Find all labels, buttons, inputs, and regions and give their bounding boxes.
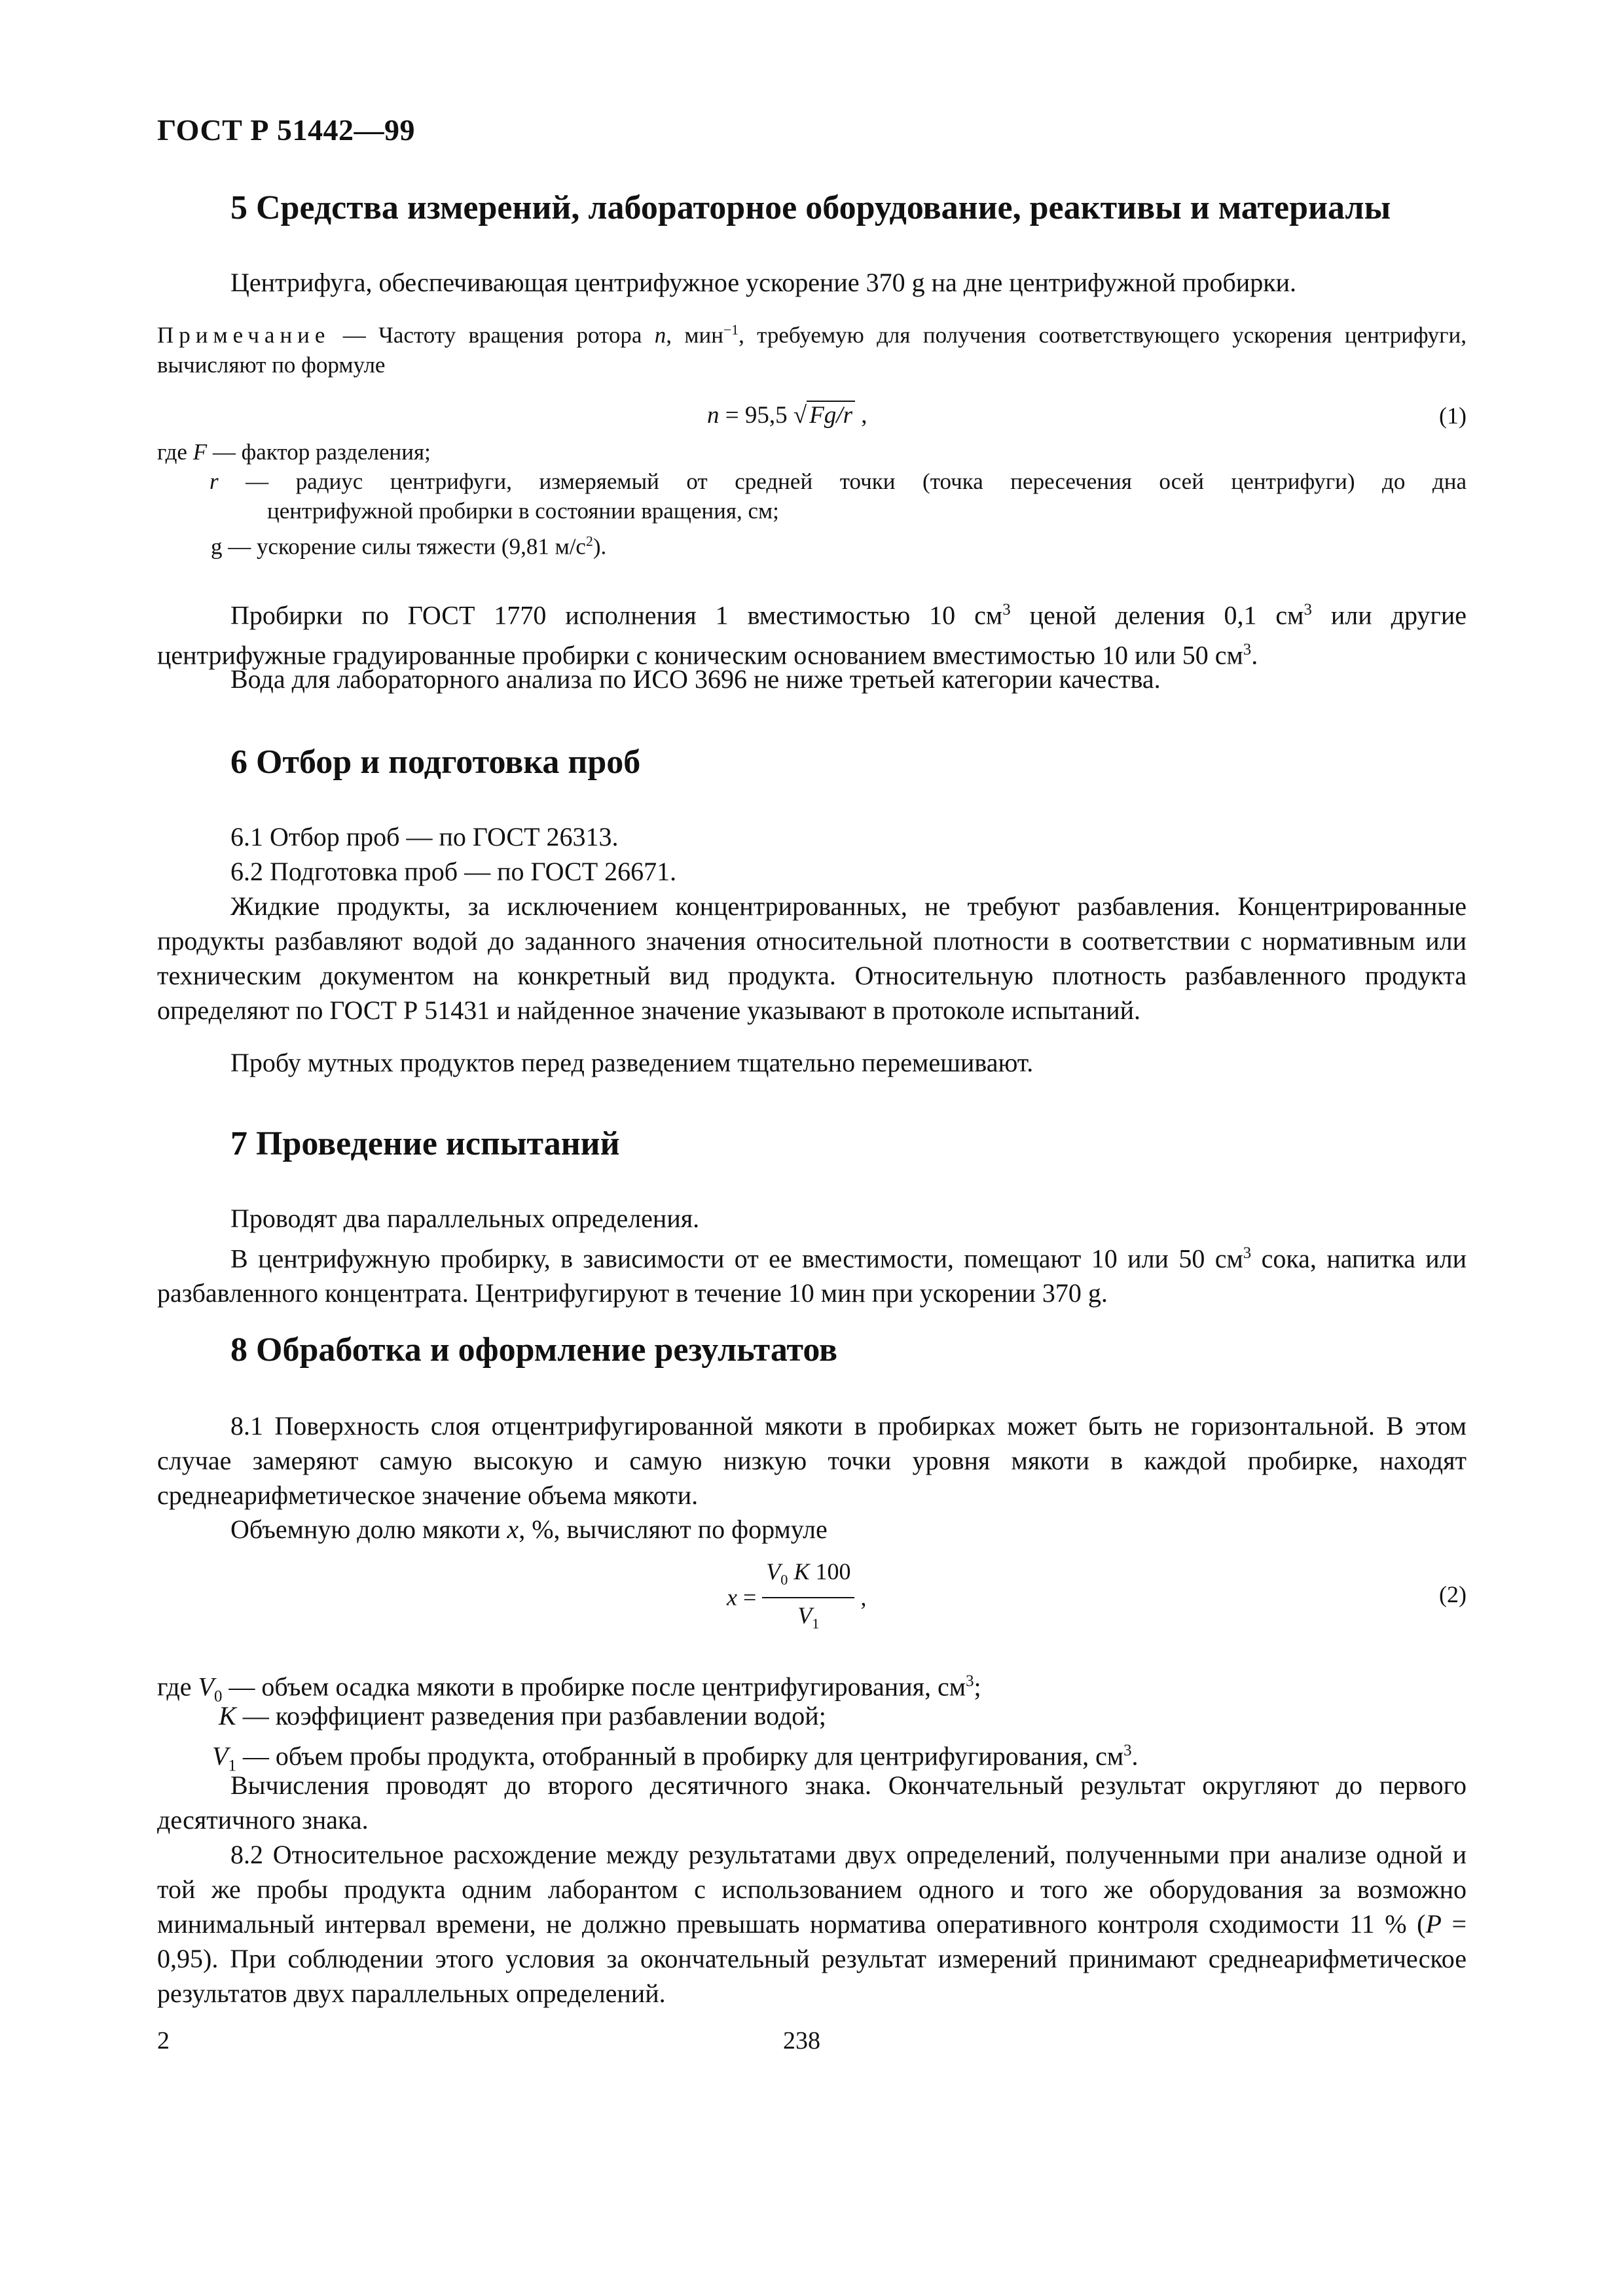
s8-var-P: P xyxy=(1425,1909,1442,1939)
where-r-text: — радиус центрифуги, измеряемый от средней точки (точка пересечения осей центрифуги) до дна xyxy=(218,469,1467,494)
s8-paragraph-2 xyxy=(157,1512,1467,1547)
symbol-r: r xyxy=(210,469,219,494)
s5-paragraph-water: Вода для лабораторного анализа по ИСО 3696 не ниже третьей категории качества. xyxy=(230,664,1161,694)
eq2-100: 100 xyxy=(809,1558,851,1585)
eq1-n: n xyxy=(707,402,720,429)
eq2-sub1: 1 xyxy=(812,1615,820,1632)
sup-3: 3 xyxy=(1304,601,1312,619)
symbol-V1-sub: 1 xyxy=(228,1757,236,1775)
s8-p2-b: , %, вычисляют по формуле xyxy=(519,1515,828,1544)
section-6-heading: 6 Отбор и подготовка проб xyxy=(230,744,641,781)
eq2-equals: = xyxy=(737,1584,763,1611)
s7-text-a: В центрифужную пробирку, в зависимости от ее вместимости, помещают 10 или 50 см xyxy=(230,1244,1243,1274)
where-word: где xyxy=(157,439,193,465)
symbol-V0: V xyxy=(198,1672,214,1702)
symbol-F: F xyxy=(192,439,208,465)
where-K xyxy=(219,1698,826,1733)
note-text-c: , требуемую для получения соответствующего ускорения центрифуги, вычисляют по формуле xyxy=(157,322,1467,378)
eq1-coef: = 95,5 √ xyxy=(719,402,807,429)
where-r xyxy=(210,467,1467,496)
s8-paragraph-convergence xyxy=(157,1837,1467,2011)
s8-paragraph-rounding: Вычисления проводят до второго десятичного знака. Окончательный результат округляют до первого десятичного знака. xyxy=(157,1770,1467,1835)
section-7-heading: 7 Проведение испытаний xyxy=(230,1125,620,1162)
formula-2-number: (2) xyxy=(1439,1581,1467,1607)
eq2-V1: V xyxy=(797,1602,812,1629)
s6-item-2: 6.2 Подготовка проб — по ГОСТ 26671. xyxy=(230,857,677,886)
note-text-b: , мин xyxy=(666,322,723,348)
where-g-end: ). xyxy=(593,533,607,560)
sup-3: 3 xyxy=(1123,1742,1132,1759)
document-code: ГОСТ Р 51442—99 xyxy=(157,113,415,147)
where-V0-text: — объем осадка мякоти в пробирке после центрифугирования, см xyxy=(222,1672,966,1702)
s6-paragraph-liquids: Жидкие продукты, за исключением концентрированных, не требуют разбавления. Концентрированные продукты разбавляют водой до заданного значения относительной плотности в соответствии с нормативным или техническим документом на конкретный вид продукта. Относительную плотность разбавленного продукта определяют по ГОСТ Р 51431 и найденное значение указывают в протоколе испытаний. xyxy=(157,891,1467,1025)
s6-paragraph-mixing: Пробу мутных продуктов перед разведением тщательно перемешивают. xyxy=(230,1048,1034,1077)
eq2-fraction xyxy=(762,1554,854,1641)
note-var-n: n xyxy=(654,322,666,348)
tubes-d: . xyxy=(1251,640,1258,670)
s7-line-1: Проводят два параллельных определения. xyxy=(230,1204,700,1233)
s8-var-x: x xyxy=(507,1515,519,1544)
symbol-V0-sub: 0 xyxy=(213,1687,223,1706)
where-r-cont: центрифужной пробирки в состоянии вращения, см; xyxy=(267,498,779,524)
s8-p2-a: Объемную долю мякоти xyxy=(230,1515,507,1544)
eq2-denominator xyxy=(762,1598,854,1641)
where-F xyxy=(157,437,431,467)
symbol-V1: V xyxy=(212,1741,228,1771)
s5-note xyxy=(157,315,1467,380)
eq2-x: x xyxy=(727,1584,737,1611)
sup-3: 3 xyxy=(1243,1244,1252,1262)
sup-3: 3 xyxy=(1243,641,1252,659)
where-word-2: где xyxy=(157,1672,198,1702)
page-number-left: 2 xyxy=(157,2027,170,2054)
where-g xyxy=(211,527,606,562)
symbol-K: K xyxy=(219,1701,236,1731)
where-V1-text: — объем пробы продукта, отобранный в пробирку для центрифугирования, см xyxy=(236,1741,1124,1771)
s8-paragraph-1: 8.1 Поверхность слоя отцентрифугированной мякоти в пробирках может быть не горизонтальной. В этом случае замеряют самую высокую и самую низкую точки уровня мякоти в каждой пробирке, находят среднеарифметическое значение объема мякоти. xyxy=(157,1411,1467,1510)
tubes-b: ценой деления 0,1 см xyxy=(1010,600,1304,630)
where-K-text: — коэффициент разведения при разбавлении водой; xyxy=(236,1701,826,1731)
s5-paragraph-tubes xyxy=(157,592,1467,673)
s6-item-1: 6.1 Отбор проб — по ГОСТ 26313. xyxy=(230,822,619,852)
eq2-numerator xyxy=(762,1554,854,1598)
s8-p4-a: 8.2 Относительное расхождение между результатами двух определений, полученными при анализе одной и той же пробы продукта одним лаборантом с использованием одного и того же оборудования за возможно минимальный интервал времени, не должно превышать норматива оперативного контроля сходимости 11 % ( xyxy=(157,1840,1467,1939)
tubes-a: Пробирки по ГОСТ 1770 исполнения 1 вместимостью 10 см xyxy=(230,600,1003,630)
page-number-center: 238 xyxy=(783,2027,820,2054)
s8-p4-b: = 0,95). При соблюдении этого условия за окончательный результат измерений принимают среднеарифметическое результатов двух параллельных определений. xyxy=(157,1909,1467,2008)
where-V1-end: . xyxy=(1131,1741,1139,1771)
eq1-comma: , xyxy=(854,402,867,429)
eq2-V0: V xyxy=(766,1558,781,1585)
s5-paragraph-centrifuge: Центрифуга, обеспечивающая центрифужное ускорение 370 g на дне центрифужной пробирки. xyxy=(230,268,1297,297)
eq2-comma: , xyxy=(854,1584,867,1611)
eq2-sub0: 0 xyxy=(780,1571,788,1588)
eq2-K: K xyxy=(793,1558,810,1585)
section-5-heading: 5 Средства измерений, лабораторное оборудование, реактивы и материалы xyxy=(230,189,1391,226)
section-8-heading: 8 Обработка и оформление результатов xyxy=(230,1331,838,1369)
formula-1 xyxy=(707,401,867,430)
where-g-text: g — ускорение силы тяжести (9,81 м/с xyxy=(211,533,586,560)
where-F-text: — фактор разделения; xyxy=(207,439,431,465)
tubes-c: или другие центрифужные градуированные пробирки с коническим основанием вместимостью 10 или 50 см xyxy=(157,600,1467,670)
note-text-a: — Частоту вращения ротора xyxy=(330,322,655,348)
note-exponent: −1 xyxy=(723,322,739,338)
formula-1-number: (1) xyxy=(1439,403,1467,429)
eq1-radicand: Fg/r xyxy=(807,401,855,429)
note-label: Примечание xyxy=(157,322,331,348)
s7-paragraph xyxy=(157,1236,1467,1310)
formula-2 xyxy=(727,1554,866,1641)
sup-3: 3 xyxy=(966,1672,974,1690)
s7-text-b: сока, напитка или разбавленного концентрата. Центрифугируют в течение 10 мин при ускорении 370 g. xyxy=(157,1244,1467,1308)
where-V0-end: ; xyxy=(974,1672,981,1702)
sup-3: 3 xyxy=(1002,601,1011,619)
where-g-sup: 2 xyxy=(585,533,593,549)
